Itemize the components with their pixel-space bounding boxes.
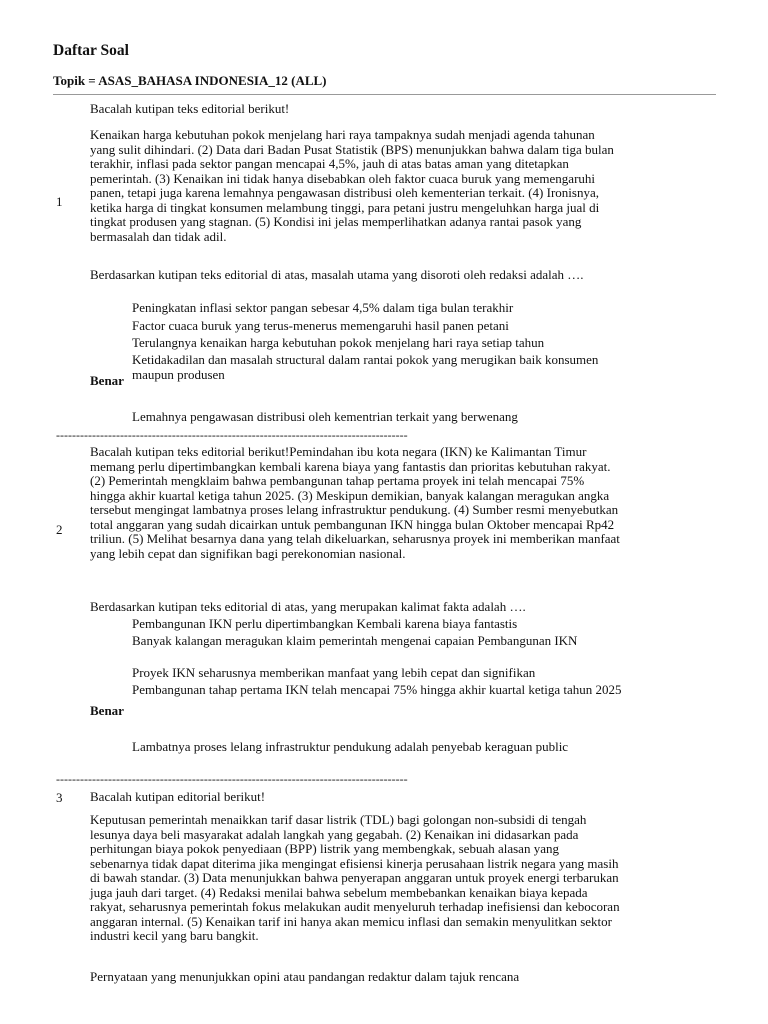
q1-intro: Bacalah kutipan teks editorial berikut!	[90, 101, 290, 116]
q2-question: Berdasarkan kutipan teks editorial di atas, yang merupakan kalimat fakta adalah ….	[90, 599, 526, 614]
question-separator: ----------------------------------------------------------------------------------------	[56, 428, 408, 442]
q1-option-e[interactable]: Lemahnya pengawasan distribusi oleh kementrian terkait yang berwenang	[132, 409, 518, 424]
q1-benar-label: Benar	[90, 373, 124, 388]
header-divider	[53, 94, 716, 95]
q2-option-d[interactable]: Pembangunan tahap pertama IKN telah mencapai 75% hingga akhir kuartal ketiga tahun 2025	[132, 682, 622, 697]
q1-passage: Kenaikan harga kebutuhan pokok menjelang hari raya tampaknya sudah menjadi agenda tahunan yang sulit dihindari. (2) Data dari Badan Pusat Statistik (BPS) menunjukkan bahwa dalam tiga bulan terakhir, inflasi pada sektor pangan mencapai 4,5%, jauh di atas batas aman yang ditetapkan pemerintah. (3) Kenaikan ini tidak hanya disebabkan oleh faktor cuaca buruk yang memengaruhi panen, tetapi juga karena lemahnya pengawasan distribusi oleh kementerian terkait. (4) Ironisnya, ketika harga di tingkat konsumen melambung tinggi, para petani justru mengeluhkan harga jual di tingkat produsen yang stagnan. (5) Kondisi ini jelas memperlihatkan adanya rantai pasok yang bermasalah dan tidak adil.	[90, 127, 614, 244]
q2-passage: Bacalah kutipan teks editorial berikut!Pemindahan ibu kota negara (IKN) ke Kalimantan Timur memang perlu dipertimbangkan kembali karena biaya yang fantastis dan prioritas kebutuhan rakyat. (2) Pemerintah mengklaim bahwa pembangunan tahap pertama proyek ini telah mencapai 75% hingga akhir kuartal ketiga tahun 2025. (3) Meskipun demikian, banyak kalangan meragukan angka tersebut mengingat lambatnya proses lelang infrastruktur pendukung. (4) Sumber resmi menyebutkan total anggaran yang sudah dicairkan untuk pembangunan IKN hingga bulan Oktober mencapai Rp42 triliun. (5) Melihat besarnya dana yang telah dikeluarkan, seharusnya proyek ini memberikan manfaat yang lebih cepat dan signifikan bagi perekonomian nasional.	[90, 444, 620, 561]
q1-number: 1	[56, 194, 63, 209]
q1-question: Berdasarkan kutipan teks editorial di atas, masalah utama yang disoroti oleh redaksi adalah ….	[90, 267, 584, 282]
topic-heading: Topik = ASAS_BAHASA INDONESIA_12 (ALL)	[53, 73, 327, 88]
q1-option-d[interactable]: Ketidakadilan dan masalah structural dalam rantai pokok yang merugikan baik konsumen maupun produsen	[132, 352, 599, 382]
q3-question: Pernyataan yang menunjukkan opini atau pandangan redaktur dalam tajuk rencana	[90, 969, 520, 984]
q3-number: 3	[56, 790, 63, 805]
page-title: Daftar Soal	[53, 42, 129, 59]
q2-option-e[interactable]: Lambatnya proses lelang infrastruktur pendukung adalah penyebab keraguan public	[132, 739, 569, 754]
question-separator: ----------------------------------------------------------------------------------------	[56, 772, 408, 786]
q2-option-b[interactable]: Banyak kalangan meragukan klaim pemerintah mengenai capaian Pembangunan IKN	[132, 633, 578, 648]
q3-intro: Bacalah kutipan editorial berikut!	[90, 789, 266, 804]
q3-passage: Keputusan pemerintah menaikkan tarif dasar listrik (TDL) bagi golongan non-subsidi di tengah lesunya daya beli masyarakat adalah langkah yang gegabah. (2) Kenaikan ini didasarkan pada perhitungan biaya pokok penyediaan (BPP) listrik yang membengkak, sebuah alasan yang sebenarnya tidak dapat diterima jika mengingat efisiensi kinerja perusahaan listrik negara yang masih di bawah standar. (3) Data menunjukkan bahwa penyerapan anggaran untuk proyek energi terbarukan juga jauh dari target. (4) Redaksi menilai bahwa sebelum membebankan kenaikan biaya kepada rakyat, seharusnya pemerintah fokus melakukan audit menyeluruh terhadap inefisiensi dan kebocoran anggaran internal. (5) Kenaikan tarif ini hanya akan memicu inflasi dan semakin menyulitkan sektor industri kecil yang baru bangkit.	[90, 812, 620, 943]
q2-option-a[interactable]: Pembangunan IKN perlu dipertimbangkan Kembali karena biaya fantastis	[132, 616, 518, 631]
q2-option-c[interactable]: Proyek IKN seharusnya memberikan manfaat yang lebih cepat dan signifikan	[132, 665, 536, 680]
q2-benar-label: Benar	[90, 703, 124, 718]
q2-number: 2	[56, 522, 63, 537]
q1-option-b[interactable]: Factor cuaca buruk yang terus-menerus memengaruhi hasil panen petani	[132, 318, 509, 333]
q1-option-c[interactable]: Terulangnya kenaikan harga kebutuhan pokok menjelang hari raya setiap tahun	[132, 335, 545, 350]
q1-option-a[interactable]: Peningkatan inflasi sektor pangan sebesar 4,5% dalam tiga bulan terakhir	[132, 300, 514, 315]
